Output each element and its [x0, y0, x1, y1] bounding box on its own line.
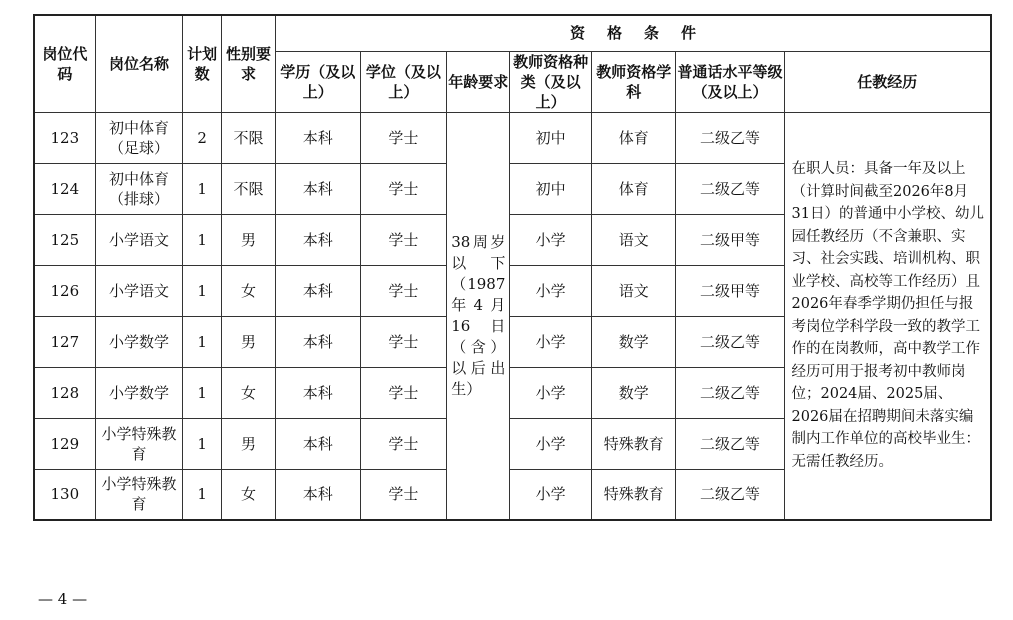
cell-cert-type: 初中 [510, 163, 592, 214]
cell-name: 小学数学 [95, 367, 183, 418]
cell-education: 本科 [276, 367, 361, 418]
cell-code: 130 [34, 469, 95, 520]
cell-plan: 1 [183, 418, 222, 469]
header-cert-type: 教师资格种类（及以上） [510, 51, 592, 112]
cell-mandarin: 二级甲等 [676, 265, 784, 316]
cell-degree: 学士 [360, 367, 447, 418]
cell-education: 本科 [276, 316, 361, 367]
cell-code: 126 [34, 265, 95, 316]
cell-name: 小学语文 [95, 214, 183, 265]
header-age: 年龄要求 [447, 51, 510, 112]
cell-cert-type: 小学 [510, 316, 592, 367]
header-qualification-group: 资格条件 [276, 15, 992, 51]
page-number: — 4 — [38, 590, 88, 608]
cell-gender: 不限 [222, 112, 276, 163]
cell-mandarin: 二级乙等 [676, 163, 784, 214]
cell-gender: 女 [222, 469, 276, 520]
cell-cert-type: 小学 [510, 367, 592, 418]
cell-cert-type: 小学 [510, 214, 592, 265]
cell-cert-type: 初中 [510, 112, 592, 163]
cell-gender: 女 [222, 265, 276, 316]
cell-age-requirement: 38周岁以下（1987年4月16日（含）以后出生） [447, 112, 510, 520]
header-code: 岗位代码 [34, 15, 95, 112]
cell-education: 本科 [276, 214, 361, 265]
header-name: 岗位名称 [95, 15, 183, 112]
cell-cert-type: 小学 [510, 418, 592, 469]
cell-gender: 男 [222, 418, 276, 469]
cell-code: 129 [34, 418, 95, 469]
cell-plan: 1 [183, 163, 222, 214]
header-experience: 任教经历 [784, 51, 991, 112]
cell-mandarin: 二级乙等 [676, 418, 784, 469]
cell-plan: 1 [183, 214, 222, 265]
cell-gender: 男 [222, 316, 276, 367]
cell-plan: 1 [183, 469, 222, 520]
cell-name: 小学特殊教育 [95, 469, 183, 520]
cell-cert-subject: 特殊教育 [591, 418, 676, 469]
cell-cert-type: 小学 [510, 265, 592, 316]
header-education: 学历（及以上） [276, 51, 361, 112]
cell-cert-subject: 特殊教育 [591, 469, 676, 520]
cell-cert-type: 小学 [510, 469, 592, 520]
cell-plan: 2 [183, 112, 222, 163]
cell-mandarin: 二级乙等 [676, 112, 784, 163]
cell-education: 本科 [276, 265, 361, 316]
cell-mandarin: 二级乙等 [676, 316, 784, 367]
cell-name: 初中体育（排球） [95, 163, 183, 214]
cell-education: 本科 [276, 469, 361, 520]
recruitment-table [33, 14, 992, 521]
cell-cert-subject: 数学 [591, 367, 676, 418]
cell-degree: 学士 [360, 469, 447, 520]
table-body [34, 112, 991, 520]
cell-cert-subject: 数学 [591, 316, 676, 367]
cell-plan: 1 [183, 316, 222, 367]
cell-mandarin: 二级甲等 [676, 214, 784, 265]
cell-cert-subject: 语文 [591, 214, 676, 265]
cell-degree: 学士 [360, 112, 447, 163]
cell-experience-requirement: 在职人员：具备一年及以上（计算时间截至2026年8月31日）的普通中小学校、幼儿园任教经历（不含兼职、实习、社会实践、培训机构、职业学校、高校等工作经历）且2026年春季学期仍担任与报考岗位学科学段一致的教学工作的在岗教师，高中教学工作经历可用于报考初中教师岗位；2024届、2025届、2026届在招聘期间未落实编制内工作单位的高校毕业生：无需任教经历。 [784, 112, 991, 520]
header-mandarin: 普通话水平等级（及以上） [676, 51, 784, 112]
cell-cert-subject: 体育 [591, 163, 676, 214]
cell-code: 125 [34, 214, 95, 265]
cell-education: 本科 [276, 112, 361, 163]
cell-education: 本科 [276, 418, 361, 469]
cell-name: 小学数学 [95, 316, 183, 367]
cell-degree: 学士 [360, 418, 447, 469]
cell-code: 127 [34, 316, 95, 367]
cell-cert-subject: 语文 [591, 265, 676, 316]
cell-code: 124 [34, 163, 95, 214]
header-gender: 性别要求 [222, 15, 276, 112]
cell-gender: 男 [222, 214, 276, 265]
cell-gender: 不限 [222, 163, 276, 214]
cell-name: 初中体育（足球） [95, 112, 183, 163]
cell-code: 123 [34, 112, 95, 163]
cell-name: 小学语文 [95, 265, 183, 316]
cell-code: 128 [34, 367, 95, 418]
table-row [34, 112, 991, 163]
header-cert-subject: 教师资格学科 [591, 51, 676, 112]
cell-cert-subject: 体育 [591, 112, 676, 163]
cell-education: 本科 [276, 163, 361, 214]
cell-name: 小学特殊教育 [95, 418, 183, 469]
cell-mandarin: 二级乙等 [676, 469, 784, 520]
cell-gender: 女 [222, 367, 276, 418]
cell-degree: 学士 [360, 214, 447, 265]
header-plan: 计划数 [183, 15, 222, 112]
cell-degree: 学士 [360, 163, 447, 214]
cell-degree: 学士 [360, 316, 447, 367]
cell-plan: 1 [183, 265, 222, 316]
cell-degree: 学士 [360, 265, 447, 316]
header-degree: 学位（及以上） [360, 51, 447, 112]
cell-plan: 1 [183, 367, 222, 418]
cell-mandarin: 二级乙等 [676, 367, 784, 418]
